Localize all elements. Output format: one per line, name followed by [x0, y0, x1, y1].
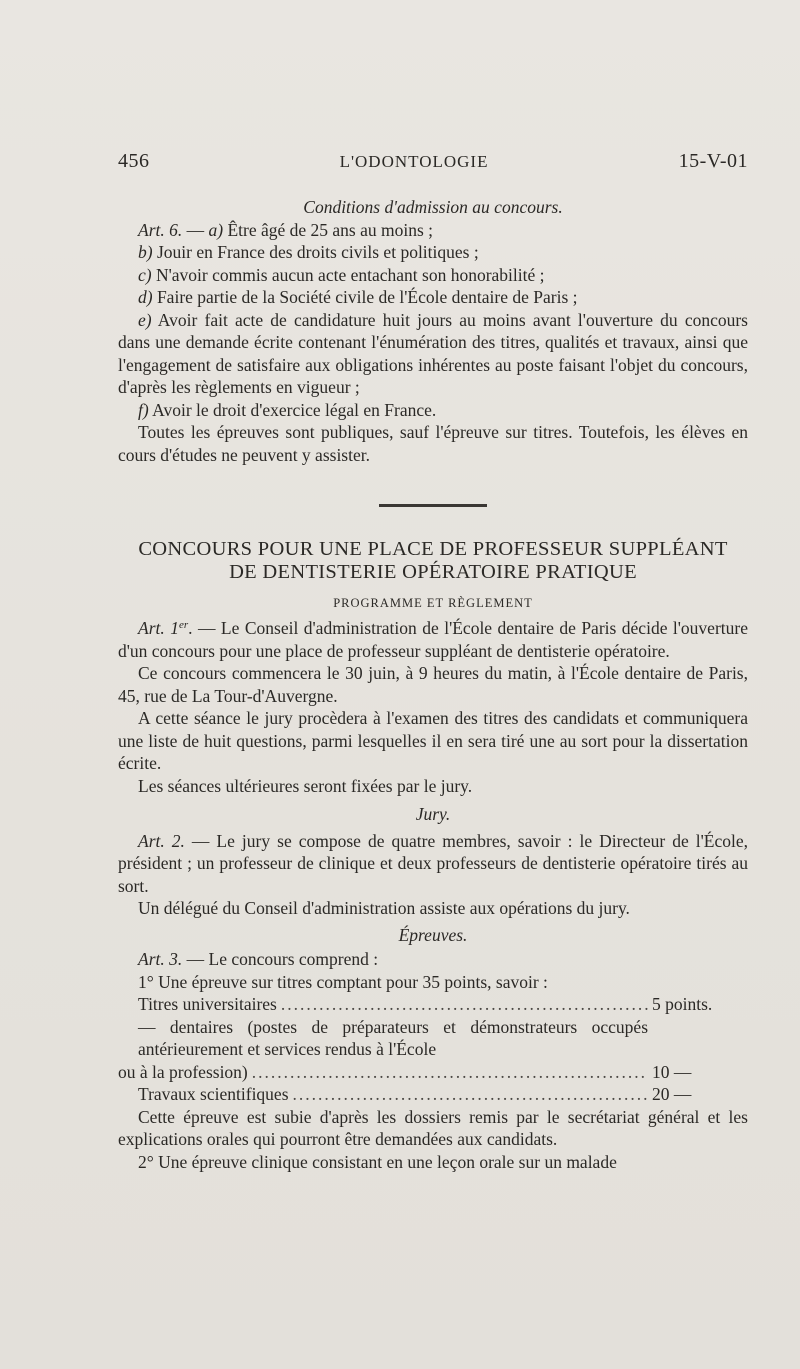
divider-rule [379, 504, 487, 507]
art6-item-a: Art. 6. — a) Être âgé de 25 ans au moins ; [138, 219, 434, 240]
dot-leader [293, 1083, 648, 1106]
concours-title-line2: DE DENTISTERIE OPÉRATOIRE PRATIQUE [229, 561, 637, 583]
score-label: ou à la profession) [118, 1061, 248, 1082]
issue-date: 15-V-01 [678, 150, 748, 172]
dot-leader [252, 1061, 648, 1084]
page-header [118, 150, 748, 173]
art6-item-c: c) N'avoir commis aucun acte entachant son honorabilité ; [138, 264, 545, 285]
score-row [118, 993, 748, 1016]
score-row [118, 1061, 748, 1084]
score-value: 5 points. [652, 994, 713, 1014]
score-label-continued: — dentaires (postes de préparateurs et démonstrateurs occupés antérieurement et services rendus à l'École [138, 1016, 648, 1059]
paragraph-seance: A cette séance le jury procèdera à l'examen des titres des candidats et communiquera une liste de huit questions, parmi lesquelles il en sera tiré une au sort pour la dissertation écrite. [118, 708, 748, 773]
concours-title-line1: CONCOURS POUR UNE PLACE DE PROFESSEUR SUPPLÉANT [138, 538, 728, 560]
page-number: 456 [118, 150, 150, 172]
admission-closing: Toutes les épreuves sont publiques, sauf l'épreuve sur titres. Toutefois, les élèves en cours d'études ne peuvent y assister. [118, 422, 748, 465]
admission-heading: Conditions d'admission au concours. [303, 197, 563, 217]
jury-heading: Jury. [415, 804, 451, 824]
item-2: 2° Une épreuve clinique consistant en une leçon orale sur un malade [138, 1151, 617, 1172]
paragraph-dossiers: Cette épreuve est subie d'après les dossiers remis par le secrétariat général et les explications orales qui pourront être demandées aux candidats. [118, 1106, 748, 1149]
paragraph-seances-ulterieures: Les séances ultérieures seront fixées par le jury. [138, 775, 473, 796]
art6-item-d: d) Faire partie de la Société civile de l'École dentaire de Paris ; [138, 287, 578, 307]
art6-item-b: b) Jouir en France des droits civils et politiques ; [138, 242, 479, 262]
epreuves-heading: Épreuves. [398, 924, 468, 945]
paragraph-delegue: Un délégué du Conseil d'administration assiste aux opérations du jury. [138, 898, 630, 918]
journal-title: L'ODONTOLOGIE [339, 152, 489, 171]
dot-leader [281, 993, 648, 1016]
section-divider [118, 504, 748, 507]
section-concours [118, 538, 748, 1173]
score-value: 20 — [652, 1084, 692, 1104]
paragraph-date: Ce concours commencera le 30 juin, à 9 heures du matin, à l'École dentaire de Paris, 45, rue de La Tour-d'Auvergne. [118, 663, 748, 706]
art6-item-f: f) Avoir le droit d'exercice légal en France. [138, 399, 437, 420]
score-label: Titres universitaires [138, 994, 277, 1014]
score-value: 10 — [652, 1061, 692, 1082]
art3-paragraph: Art. 3. — Le concours comprend : [138, 949, 379, 969]
score-row [118, 1083, 748, 1106]
score-label: Travaux scientifiques [138, 1084, 289, 1104]
art1-paragraph: Art. 1er. — Le Conseil d'administration de l'École dentaire de Paris décide l'ouverture d'un concours pour une place de professeur suppléant de dentisterie opératoire. [118, 618, 748, 661]
art2-paragraph: Art. 2. — Le jury se compose de quatre membres, savoir : le Directeur de l'École, président ; un professeur de clinique et deux professeurs de dentisterie opératoire tirés au sort. [118, 830, 748, 896]
art6-item-e: e) Avoir fait acte de candidature huit jours au moins avant l'ouverture du concours dans une demande écrite contenant l'énumération des titres, qualités et travaux, ainsi que l'engagement de satisfaire aux obligations inhérentes au poste faisant l'objet du concours, d'après les règlements en vigueur ; [118, 309, 748, 397]
item-1: 1° Une épreuve sur titres comptant pour 35 points, savoir : [138, 971, 548, 992]
concours-subtitle: PROGRAMME ET RÈGLEMENT [333, 596, 533, 610]
section-admission [118, 196, 748, 466]
